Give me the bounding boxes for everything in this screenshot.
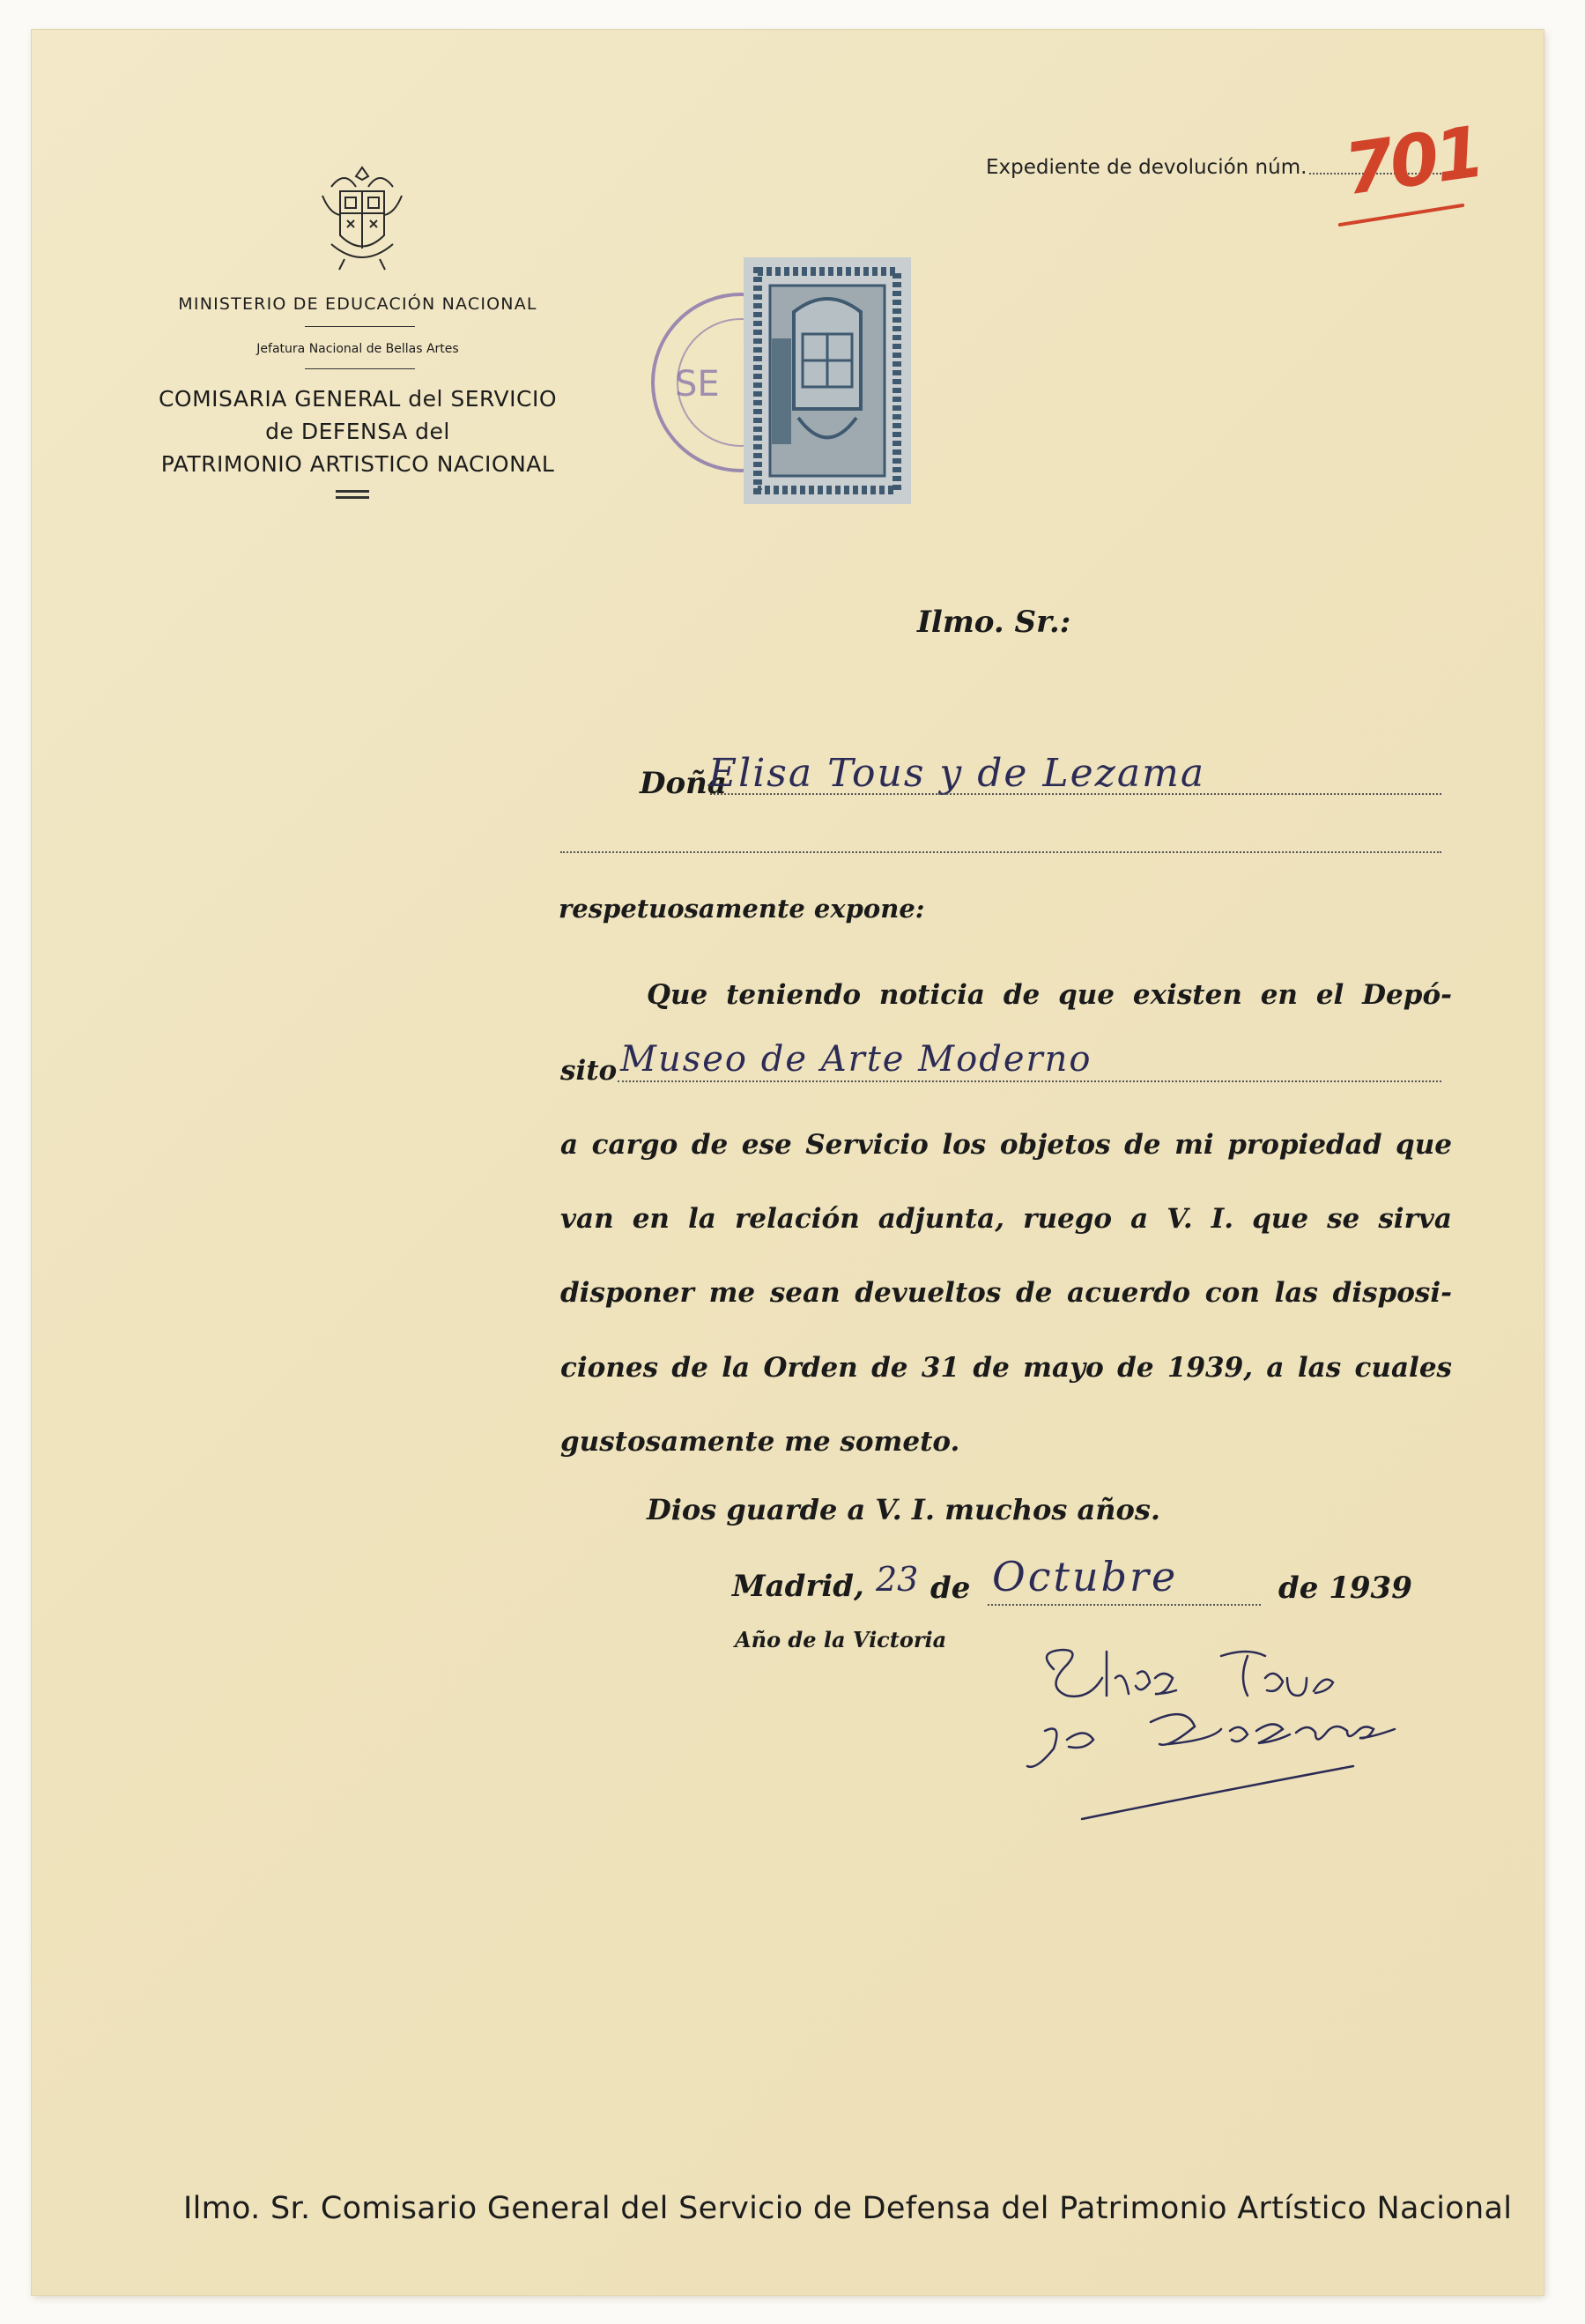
place: Madrid,	[732, 1569, 864, 1604]
month-dotted-line	[988, 1604, 1261, 1606]
year-of-victory: Año de la Victoria	[735, 1627, 947, 1652]
sito-label: sito	[560, 1055, 618, 1087]
coat-of-arms-icon	[314, 160, 411, 275]
comisaria-line-3: PATRIMONIO ARTISTICO NACIONAL	[160, 451, 555, 477]
dona-dotted-line	[710, 793, 1441, 795]
footer-addressee: Ilmo. Sr. Comisario General del Servicio de Defensa del Patrimonio Artístico Nacional	[183, 2191, 1513, 2226]
paragraph-line-2: a cargo de ese Servicio los objetos de mi propiedad que	[560, 1129, 1452, 1161]
letterhead-divider	[305, 326, 415, 327]
paragraph-line-4: disponer me sean devueltos de acuerdo con las disposi-	[560, 1277, 1452, 1309]
double-rule-top	[336, 490, 369, 493]
double-rule-bottom	[336, 496, 369, 499]
ministry-title: MINISTERIO DE EDUCACIÓN NACIONAL	[178, 294, 537, 314]
paragraph-line-6: gustosamente me someto.	[560, 1426, 960, 1458]
jefatura-title: Jefatura Nacional de Bellas Artes	[256, 342, 459, 356]
date-year: de 1939	[1278, 1570, 1412, 1606]
comisaria-line-2: de DEFENSA del	[265, 419, 450, 444]
date-de: de	[930, 1570, 971, 1606]
date-month-handwritten: Octubre	[992, 1553, 1179, 1600]
letterhead-divider-2	[305, 368, 415, 369]
comisaria-line-1: COMISARIA GENERAL del SERVICIO	[158, 386, 558, 412]
paragraph-line-5: ciones de la Orden de 31 de mayo de 1939, a las cuales	[560, 1352, 1452, 1384]
paragraph-line-3: van en la relación adjunta, ruego a V. I. que se sirva	[560, 1203, 1452, 1235]
expediente-label: Expediente de devolución núm.	[986, 156, 1307, 179]
dona-name-handwritten: Elisa Tous y de Lezama	[708, 751, 1206, 796]
paragraph-line-1: Que teniendo noticia de que existen en el Depó-	[647, 979, 1452, 1011]
postage-stamp-and-seal	[640, 250, 922, 568]
document-page	[32, 30, 1544, 2295]
date-day-handwritten: 23	[876, 1560, 919, 1599]
closing-formula: Dios guarde a V. I. muchos años.	[647, 1493, 1161, 1526]
expediente-number: 701	[1339, 110, 1486, 212]
dona-label: Doña	[640, 766, 727, 801]
deposito-dotted-line	[618, 1080, 1441, 1082]
museo-handwritten: Museo de Arte Moderno	[620, 1039, 1092, 1080]
salutation: Ilmo. Sr.:	[917, 605, 1071, 640]
expone-text: respetuosamente expone:	[559, 894, 925, 924]
dona-dotted-line-2	[560, 851, 1441, 853]
seal-mid-text: SE	[675, 364, 720, 405]
comisaria-title	[129, 382, 587, 480]
signature	[983, 1616, 1477, 1845]
